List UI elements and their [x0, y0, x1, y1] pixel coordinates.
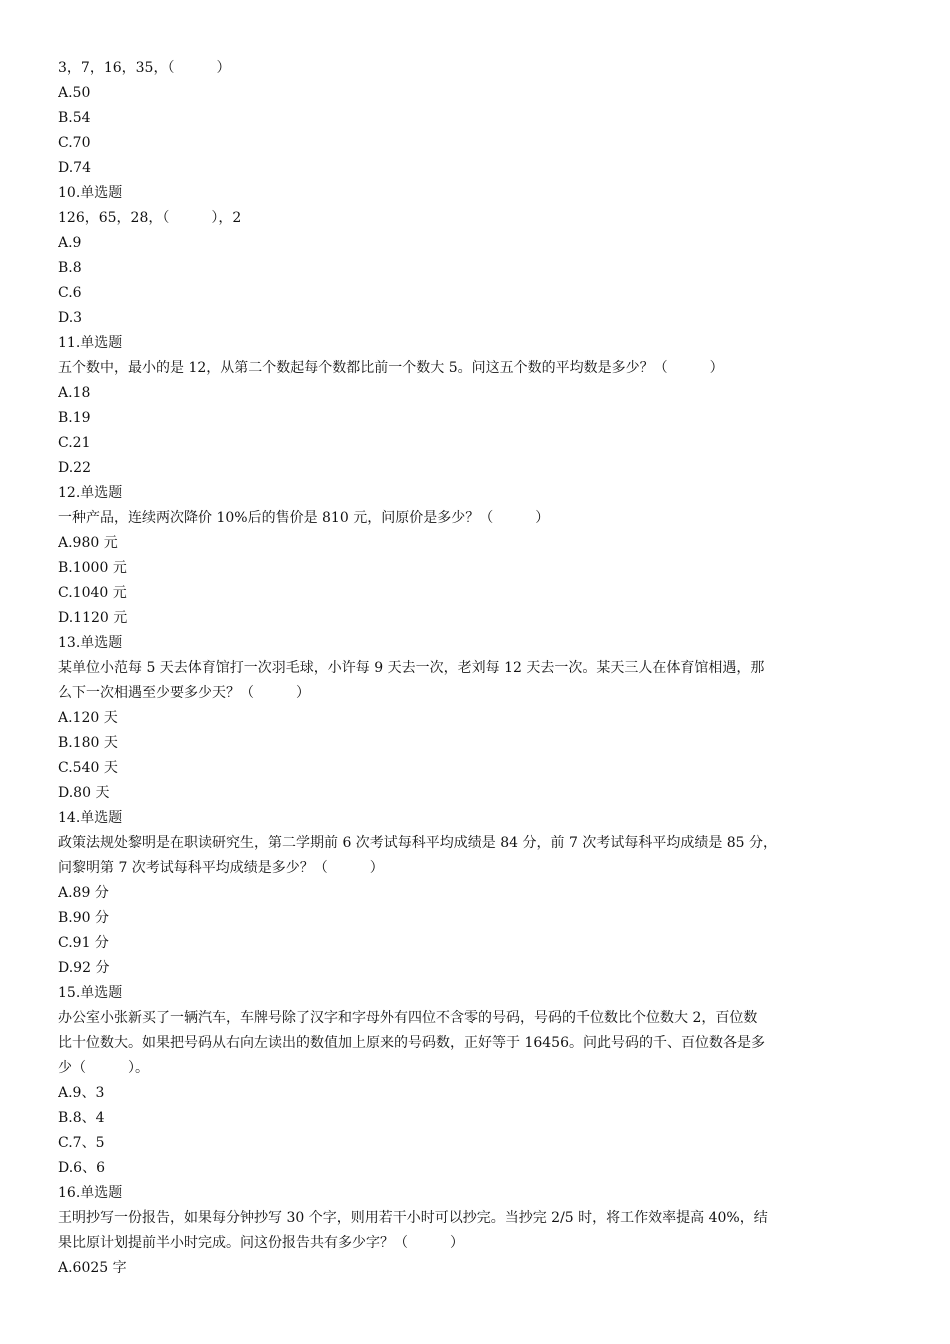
- option-d: D.22: [58, 460, 91, 476]
- question-9: [58, 56, 893, 181]
- option-a: A.9: [58, 235, 82, 251]
- question-15: [58, 981, 893, 1181]
- question-stem-line-1: 政策法规处黎明是在职读研究生，第二学期前 6 次考试每科平均成绩是 84 分，前 7 次考试每科平均成绩是 85 分，: [58, 835, 778, 851]
- option-a: A.6025 字: [58, 1260, 127, 1276]
- option-b: B.180 天: [58, 735, 118, 751]
- option-c: C.7、5: [58, 1135, 105, 1151]
- option-a: A.120 天: [58, 710, 118, 726]
- option-d: D.3: [58, 310, 83, 326]
- option-d: D.92 分: [58, 960, 110, 976]
- question-stem: 一种产品，连续两次降价 10%后的售价是 810 元，问原价是多少？（ ）: [58, 510, 550, 526]
- question-10: [58, 181, 893, 331]
- question-header: 13.单选题: [58, 635, 123, 651]
- option-d: D.74: [58, 160, 91, 176]
- question-stem-line-2: 果比原计划提前半小时完成。问这份报告共有多少字？（ ）: [58, 1235, 464, 1251]
- option-a: A.50: [58, 85, 91, 101]
- option-a: A.18: [58, 385, 91, 401]
- question-stem-line-3: 少（ ）。: [58, 1060, 149, 1076]
- question-header: 12.单选题: [58, 485, 123, 501]
- question-stem: 3，7，16，35，（ ）: [58, 60, 231, 76]
- option-c: C.6: [58, 285, 82, 301]
- question-header: 10.单选题: [58, 185, 123, 201]
- option-c: C.21: [58, 435, 91, 451]
- option-b: B.8、4: [58, 1110, 105, 1126]
- question-stem-line-2: 么下一次相遇至少要多少天？（ ）: [58, 685, 310, 701]
- question-12: [58, 481, 893, 631]
- question-stem-line-2: 问黎明第 7 次考试每科平均成绩是多少？（ ）: [58, 860, 384, 876]
- question-16: [58, 1181, 893, 1281]
- option-d: D.1120 元: [58, 610, 128, 626]
- option-c: C.1040 元: [58, 585, 127, 601]
- exam-document: [58, 56, 893, 1281]
- option-c: C.91 分: [58, 935, 109, 951]
- question-11: [58, 331, 893, 481]
- option-b: B.8: [58, 260, 82, 276]
- question-header: 14.单选题: [58, 810, 123, 826]
- question-stem-line-1: 某单位小范每 5 天去体育馆打一次羽毛球，小许每 9 天去一次，老刘每 12 天去一次。某天三人在体育馆相遇，那: [58, 660, 765, 676]
- option-b: B.90 分: [58, 910, 110, 926]
- question-stem-line-2: 比十位数大。如果把号码从右向左读出的数值加上原来的号码数，正好等于 16456。问此号码的千、百位数各是多: [58, 1035, 765, 1051]
- question-header: 16.单选题: [58, 1185, 123, 1201]
- option-a: A.89 分: [58, 885, 109, 901]
- question-header: 11.单选题: [58, 335, 123, 351]
- question-14: [58, 806, 893, 981]
- question-header: 15.单选题: [58, 985, 123, 1001]
- option-a: A.9、3: [58, 1085, 105, 1101]
- option-b: B.1000 元: [58, 560, 127, 576]
- option-c: C.70: [58, 135, 91, 151]
- question-13: [58, 631, 893, 806]
- option-b: B.54: [58, 110, 91, 126]
- question-stem-line-1: 办公室小张新买了一辆汽车，车牌号除了汉字和字母外有四位不含零的号码，号码的千位数比个位数大 2，百位数: [58, 1010, 758, 1026]
- option-a: A.980 元: [58, 535, 118, 551]
- option-b: B.19: [58, 410, 91, 426]
- question-stem: 126，65，28，（ ），2: [58, 210, 242, 226]
- option-c: C.540 天: [58, 760, 118, 776]
- question-stem: 五个数中，最小的是 12，从第二个数起每个数都比前一个数大 5。问这五个数的平均数是多少？（ ）: [58, 360, 724, 376]
- option-d: D.80 天: [58, 785, 110, 801]
- question-stem-line-1: 王明抄写一份报告，如果每分钟抄写 30 个字，则用若干小时可以抄完。当抄完 2/5 时，将工作效率提高 40%，结: [58, 1210, 768, 1226]
- option-d: D.6、6: [58, 1160, 105, 1176]
